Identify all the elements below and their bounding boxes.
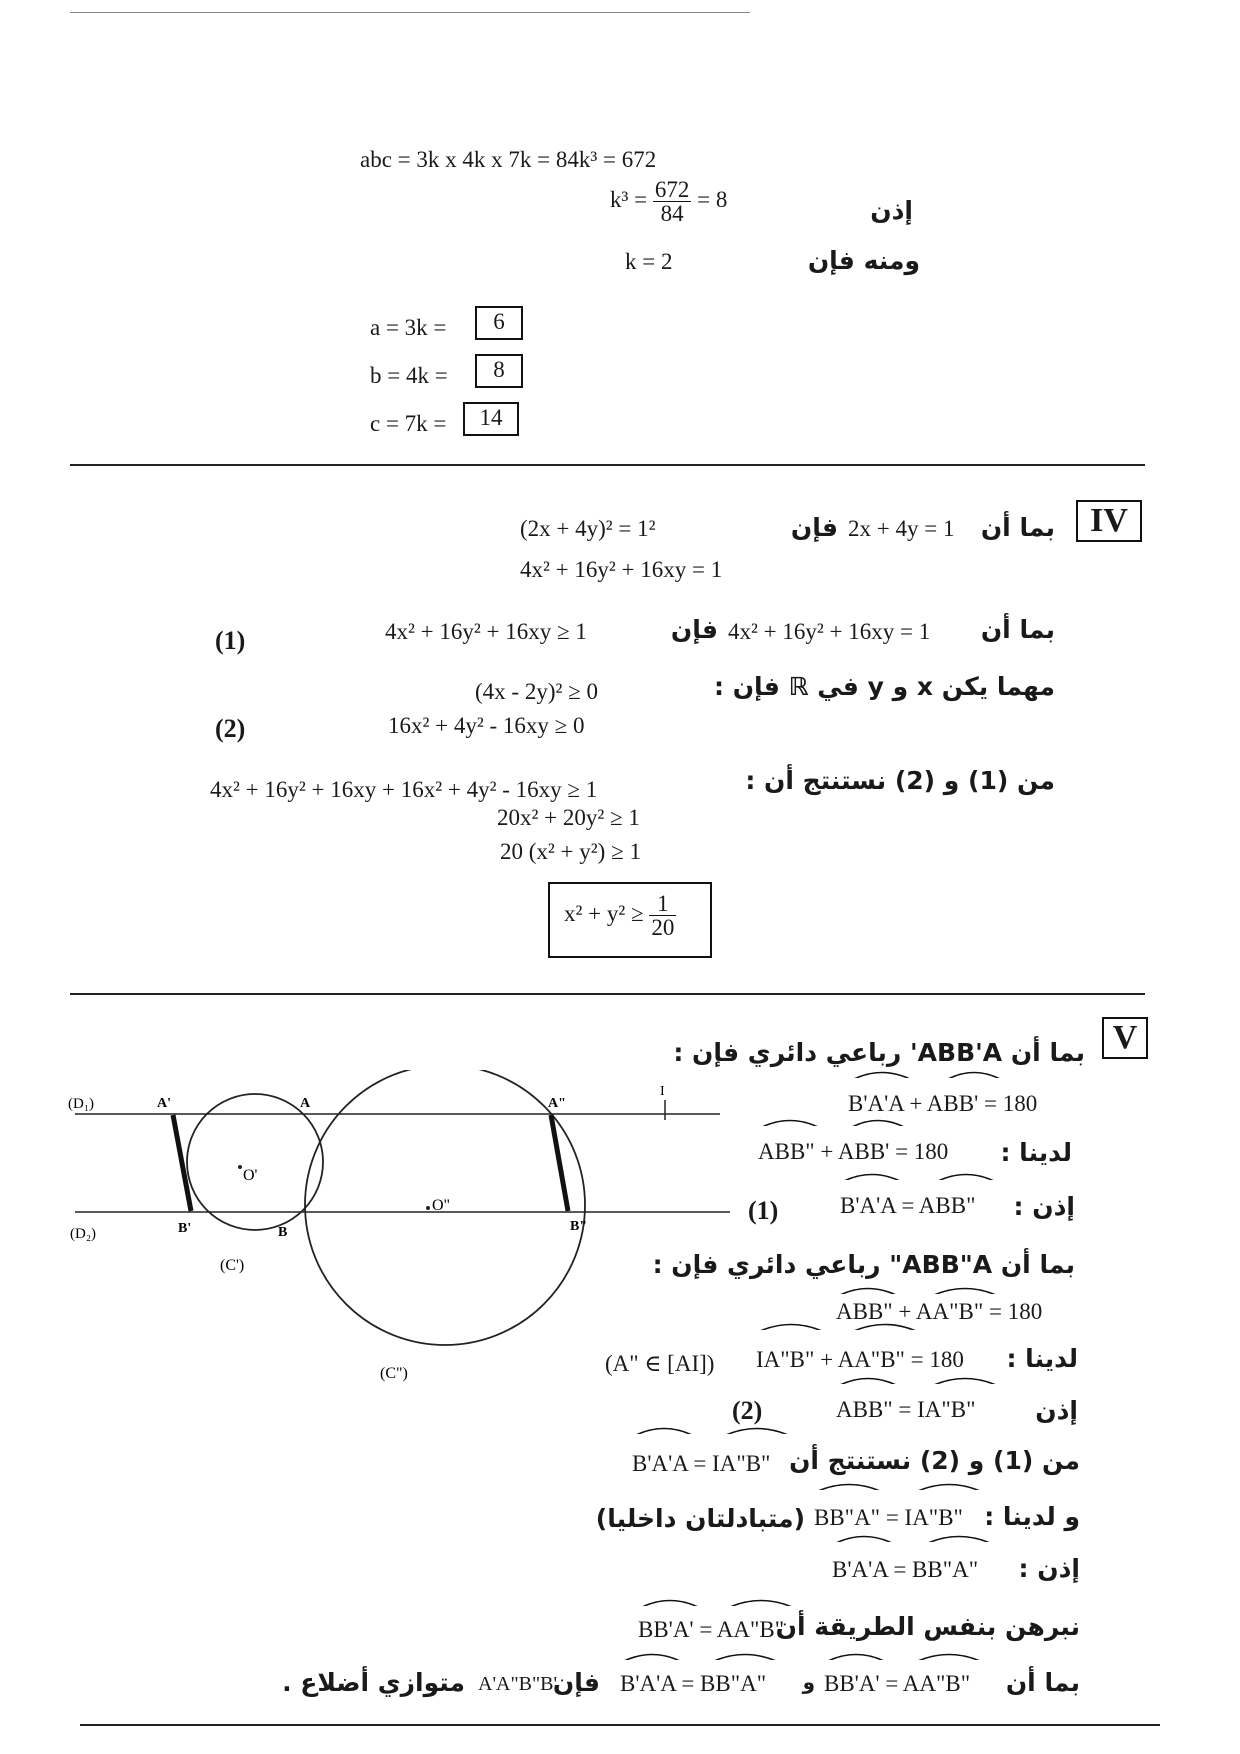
label-c1: (C') [220, 1257, 245, 1274]
iv-l1-biman: بما أن [980, 513, 1055, 542]
k3-rhs: = 8 [697, 186, 728, 212]
v-p11-end: متوازي أضلاع . [282, 1668, 465, 1697]
v-p3-tag: (1) [748, 1196, 779, 1225]
v-p2-eq: ABB" + ABB' = 180 [758, 1139, 949, 1164]
divider-2 [70, 993, 1145, 995]
v-p6-ar: إذن [1035, 1396, 1078, 1425]
iv-l3-equation: 4x² + 16y² + 16xy = 1 [728, 619, 931, 644]
iv-final-lhs: x² + y² ≥ [564, 900, 644, 926]
center-o2 [426, 1206, 430, 1210]
v-p6-tag: (2) [732, 1396, 763, 1425]
v-p11-quad: A'A"B"B' [478, 1673, 558, 1695]
idhan-label: إذن [870, 196, 913, 225]
v-p8-ar: و لدينا : [984, 1502, 1080, 1531]
divider-bottom [80, 1724, 1160, 1726]
v-p8-eq: BB"A" = IA"B" [814, 1505, 963, 1530]
v-p6-eq: ABB" = IA"B" [836, 1397, 976, 1422]
k-equation: k = 2 [625, 249, 673, 274]
v-p4-text: بما أن ABB"A" رباعي دائري فإن : [652, 1250, 1075, 1279]
iv-l8-result: 20 (x² + y²) ≥ 1 [500, 839, 641, 864]
iv-tag-1: (1) [215, 626, 246, 655]
k3-equation [610, 178, 727, 225]
iv-l1-equation: 2x + 4y = 1 [848, 516, 955, 541]
top-edge [70, 12, 750, 13]
v-p11-fa: فإن [552, 1668, 600, 1697]
v-p3-eq: B'A'A = ABB" [840, 1193, 976, 1218]
hat-p2b [850, 1116, 906, 1126]
label-d2: (D₂) [70, 1226, 97, 1242]
hat-p8a [816, 1480, 882, 1490]
a-value-box: 6 [475, 306, 523, 340]
hat-p8b [916, 1480, 982, 1490]
label-a2: A" [548, 1096, 566, 1111]
label-o1: O' [243, 1167, 258, 1184]
label-o2: O" [432, 1197, 451, 1214]
hat-p11a [826, 1650, 886, 1660]
hat-p6a [838, 1374, 898, 1384]
v-p3-ar: إذن : [1013, 1192, 1075, 1221]
iv-final-equation [564, 892, 676, 939]
iv-l4-result: (4x - 2y)² ≥ 0 [475, 679, 598, 704]
v-p11-eq2: B'A'A = BB"A" [620, 1671, 767, 1696]
label-a1: A' [157, 1096, 171, 1111]
iv-l3-biman: بما أن [980, 615, 1055, 644]
label-b1: B' [178, 1221, 192, 1236]
iv-l3-fa: فإن [670, 615, 718, 644]
iv-final-denominator: 20 [651, 915, 675, 940]
v-p4-eq: ABB" + AA"B" = 180 [836, 1299, 1043, 1324]
v-p7-eq: B'A'A = IA"B" [632, 1451, 771, 1476]
c-value-box: 14 [463, 402, 519, 436]
hat-p1a [852, 1068, 912, 1078]
iv-l1-fa: فإن [790, 513, 838, 542]
iv-tag-2: (2) [215, 714, 246, 743]
hat-p2a [760, 1116, 820, 1126]
k3-numerator: 672 [654, 177, 690, 202]
label-b: B [278, 1225, 288, 1240]
hat-p3a [842, 1170, 902, 1180]
hat-p10b [728, 1596, 794, 1606]
iv-l4-mahma: مهما يكن x و y في ℝ فإن : [714, 672, 1055, 701]
label-a: A [300, 1096, 311, 1111]
hat-p7b [724, 1424, 790, 1434]
hat-p7a [634, 1424, 694, 1434]
section-v-numeral: V [1102, 1017, 1148, 1059]
b-value-box: 8 [475, 354, 523, 388]
v-p1-text: بما أن ABB'A' رباعي دائري فإن : [673, 1038, 1085, 1067]
hat-p9b [926, 1532, 992, 1542]
hat-p11d [712, 1650, 778, 1660]
v-p9-ar: إذن : [1018, 1554, 1080, 1583]
segment-a1-b1 [173, 1115, 191, 1211]
iv-final-numerator: 1 [649, 892, 676, 916]
hat-p5b [852, 1320, 918, 1330]
label-d1: (D₁) [68, 1096, 95, 1112]
section-iv-numeral: IV [1076, 500, 1142, 542]
v-p10-ar: نبرهن بنفس الطريقة أن [775, 1612, 1080, 1641]
wa-minhu-label: ومنه فإن [807, 246, 920, 275]
v-p11-ar: بما أن [1005, 1668, 1080, 1697]
v-p9-eq: B'A'A = BB"A" [832, 1557, 979, 1582]
c-label: c = 7k = [370, 411, 447, 436]
divider-1 [70, 464, 1145, 466]
v-p5-ar: لدينا : [1006, 1344, 1078, 1373]
label-c2: (C") [380, 1365, 408, 1382]
v-p5-eq: IA"B" + AA"B" = 180 [756, 1347, 964, 1372]
iv-l6-result: 4x² + 16y² + 16xy + 16x² + 4y² - 16xy ≥ 1 [210, 777, 598, 802]
iv-l1-result: (2x + 4y)² = 1² [520, 516, 656, 541]
iv-l2-result: 4x² + 16y² + 16xy = 1 [520, 557, 723, 582]
abc-equation: abc = 3k x 4k x 7k = 84k³ = 672 [360, 147, 657, 172]
v-p10-eq: BB'A' = AA"B" [638, 1617, 785, 1642]
label-b2: B" [570, 1219, 588, 1234]
hat-p6b [932, 1374, 998, 1384]
k3-lhs: k³ = [610, 186, 648, 212]
hat-p10a [640, 1596, 700, 1606]
k3-fraction [653, 178, 692, 225]
hat-p4b [932, 1284, 998, 1294]
v-p11-eq1: BB'A' = AA"B" [824, 1671, 971, 1696]
a-label: a = 3k = [370, 315, 447, 340]
label-i: I [660, 1084, 665, 1099]
hat-p4a [838, 1284, 898, 1294]
hat-p3b [936, 1170, 996, 1180]
hat-p5a [758, 1320, 824, 1330]
v-p1-eq: B'A'A + ABB' = 180 [848, 1091, 1038, 1116]
iv-l6-min: من (1) و (2) نستنتج أن : [745, 766, 1055, 795]
hat-p1b [946, 1068, 1002, 1078]
hat-p9a [834, 1532, 894, 1542]
iv-l3-result: 4x² + 16y² + 16xy ≥ 1 [385, 619, 587, 644]
iv-l7-result: 20x² + 20y² ≥ 1 [497, 805, 640, 830]
k3-denominator: 84 [660, 201, 684, 226]
hat-p11b [916, 1650, 982, 1660]
iv-final-fraction [649, 892, 676, 939]
iv-l5-result: 16x² + 4y² - 16xy ≥ 0 [388, 713, 585, 738]
v-p8-note: (متبادلتان داخليا) [595, 1504, 805, 1533]
hat-p11c [622, 1650, 682, 1660]
center-o1 [238, 1165, 242, 1169]
v-p5-cond: (A" ∈ [AI]) [605, 1351, 715, 1376]
v-p7-ar: من (1) و (2) نستنتج أن [789, 1446, 1080, 1475]
b-label: b = 4k = [370, 363, 448, 388]
v-p11-wa: و [802, 1670, 815, 1694]
v-p2-ar: لدينا : [1000, 1138, 1072, 1167]
segment-a2-b2 [551, 1115, 568, 1211]
